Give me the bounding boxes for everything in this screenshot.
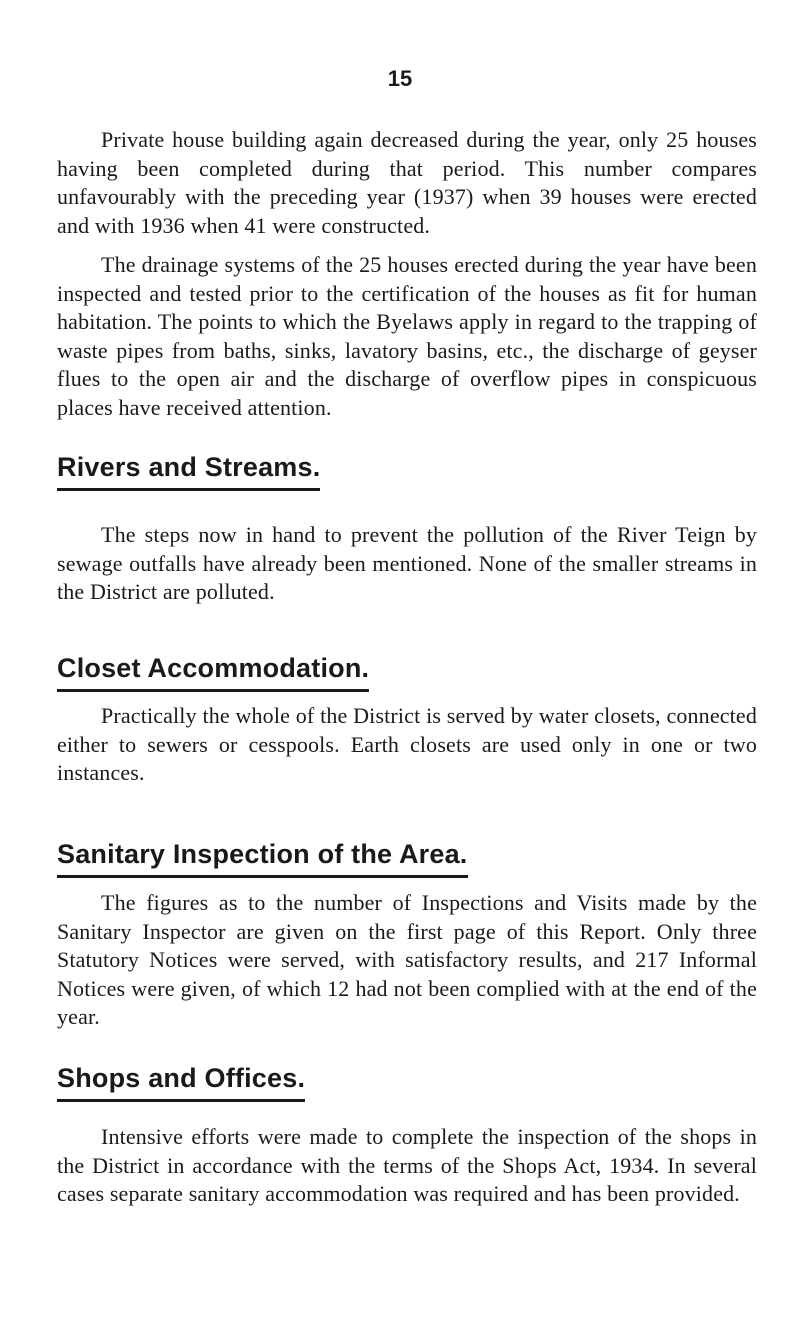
closets-paragraph: Practically the whole of the District is served by water closets, connected either to sewers or cesspools. Earth closets are used only in one or two instances.: [57, 703, 757, 785]
housing-paragraph-1: Private house building again decreased during the year, only 25 houses having been completed during that period. This number compares unfavourably with the preceding year (1937) when 39 houses were erected and with 1936 when 41 were constructed.: [57, 127, 757, 238]
rivers-section: [57, 450, 757, 491]
rivers-body: [57, 521, 757, 607]
rivers-heading: Rivers and Streams.: [57, 450, 320, 491]
drainage-section: [57, 251, 757, 422]
page-number: 15: [387, 66, 413, 91]
inspection-body: [57, 889, 757, 1032]
housing-paragraph-2: The drainage systems of the 25 houses erected during the year have been inspected and tested prior to the certification of the houses as fit for human habitation. The points to which the Byelaws apply in regard to the trapping of waste pipes from baths, sinks, lavatory basins, etc., the discharge of geyser flues to the open air and the discharge of overflow pipes in conspicuous places have received attention.: [57, 252, 757, 420]
shops-section: [57, 1061, 757, 1102]
inspection-heading: Sanitary Inspection of the Area.: [57, 837, 468, 878]
inspection-section: [57, 837, 757, 878]
rivers-paragraph: The steps now in hand to prevent the pollution of the River Teign by sewage outfalls have already been mentioned. None of the smaller streams in the District are polluted.: [57, 522, 757, 604]
closets-body: [57, 702, 757, 788]
shops-body: [57, 1123, 757, 1209]
housing-section: [57, 126, 757, 240]
inspection-paragraph: The figures as to the number of Inspections and Visits made by the Sanitary Inspector are given on the first page of this Report. Only three Statutory Notices were served, with satisfactory results, and 217 Informal Notices were given, of which 12 had not been complied with at the end of the year.: [57, 890, 757, 1029]
shops-heading: Shops and Offices.: [57, 1061, 305, 1102]
shops-paragraph: Intensive efforts were made to complete the inspection of the shops in the District in accordance with the terms of the Shops Act, 1934. In several cases separate sanitary accommodation was required and has been provided.: [57, 1124, 757, 1206]
closets-heading: Closet Accommodation.: [57, 651, 369, 692]
closets-section: [57, 651, 757, 692]
